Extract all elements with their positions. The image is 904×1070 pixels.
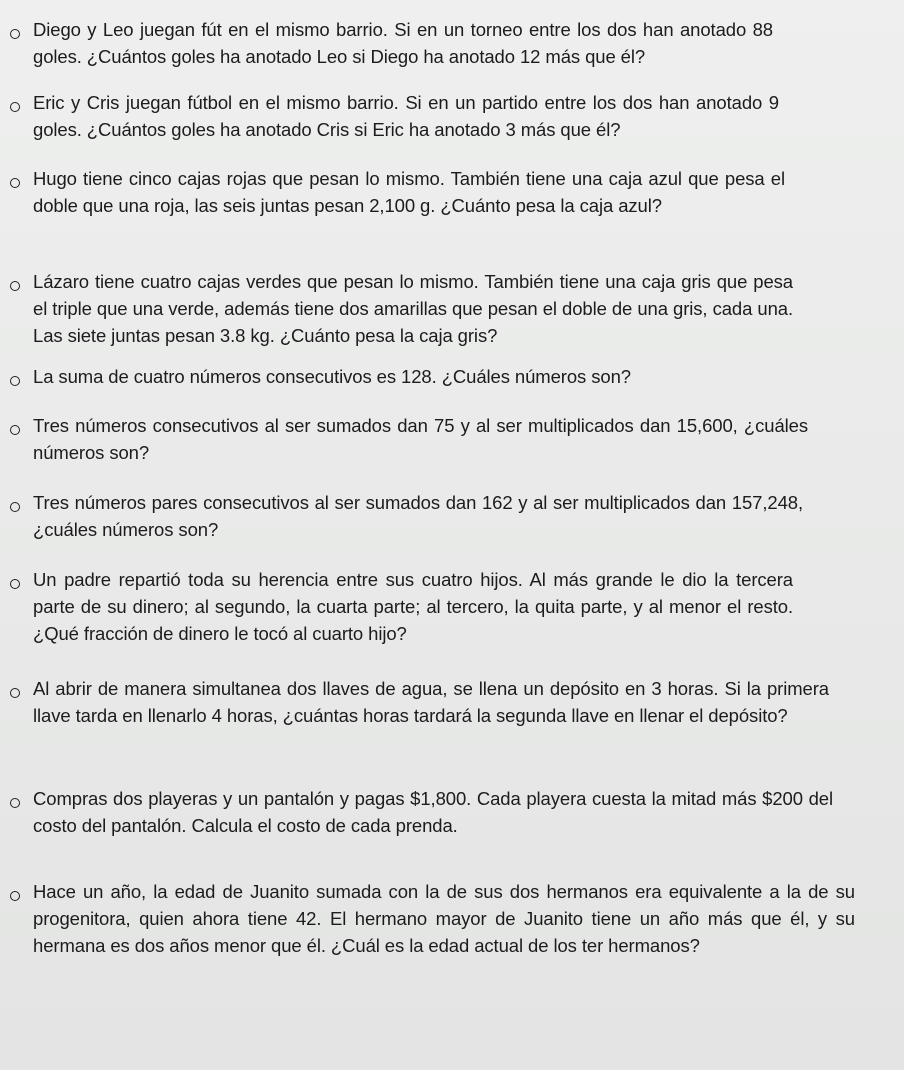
bullet-icon <box>10 102 20 112</box>
bullet-icon <box>10 502 20 512</box>
bullet-icon <box>10 281 20 291</box>
problem-text: Diego y Leo juegan fút en el mismo barrio. Si en un torneo entre los dos han anotado 88 goles. ¿Cuántos goles ha anotado Leo si Diego ha anotado 12 más que él? <box>33 19 773 67</box>
bullet-icon <box>10 29 20 39</box>
problem-text: Un padre repartió toda su herencia entre sus cuatro hijos. Al más grande le dio la tercera parte de su dinero; al segundo, la cuarta parte; al tercero, la quita parte, y al menor el resto. ¿Qué fracción de dinero le tocó al cuarto hijo? <box>33 569 793 644</box>
problem-text: Compras dos playeras y un pantalón y pagas $1,800. Cada playera cuesta la mitad más $200 del costo del pantalón. Calcula el costo de cada prenda. <box>33 788 833 836</box>
problem-text: Hugo tiene cinco cajas rojas que pesan lo mismo. También tiene una caja azul que pesa el doble que una roja, las seis juntas pesan 2,100 g. ¿Cuánto pesa la caja azul? <box>33 168 785 216</box>
problem-text: Al abrir de manera simultanea dos llaves de agua, se llena un depósito en 3 horas. Si la primera llave tarda en llenarlo 4 horas, ¿cuántas horas tardará la segunda llave en llenar el depósito? <box>33 678 829 726</box>
problem-text: Hace un año, la edad de Juanito sumada con la de sus dos hermanos era equivalente a la de su progenitora, quien ahora tiene 42. El hermano mayor de Juanito tiene un año más que él, y su hermana es dos años menor que él. ¿Cuál es la edad actual de los ter hermanos? <box>33 881 855 956</box>
problem-text: Tres números consecutivos al ser sumados dan 75 y al ser multiplicados dan 15,600, ¿cuáles números son? <box>33 415 808 463</box>
bullet-icon <box>10 178 20 188</box>
bullet-icon <box>10 688 20 698</box>
bullet-icon <box>10 798 20 808</box>
problem-text: Eric y Cris juegan fútbol en el mismo barrio. Si en un partido entre los dos han anotado 9 goles. ¿Cuántos goles ha anotado Cris si Eric ha anotado 3 más que él? <box>33 92 779 140</box>
problem-text: La suma de cuatro números consecutivos es 128. ¿Cuáles números son? <box>33 366 631 387</box>
problem-text: Tres números pares consecutivos al ser sumados dan 162 y al ser multiplicados dan 157,248, ¿cuáles números son? <box>33 492 803 540</box>
bullet-icon <box>10 579 20 589</box>
problem-text: Lázaro tiene cuatro cajas verdes que pesan lo mismo. También tiene una caja gris que pesa el triple que una verde, además tiene dos amarillas que pesan el doble de una gris, cada una. Las siete juntas pesan 3.8 kg. ¿Cuánto pesa la caja gris? <box>33 271 793 346</box>
bullet-icon <box>10 891 20 901</box>
bullet-icon <box>10 425 20 435</box>
bullet-icon <box>10 376 20 386</box>
